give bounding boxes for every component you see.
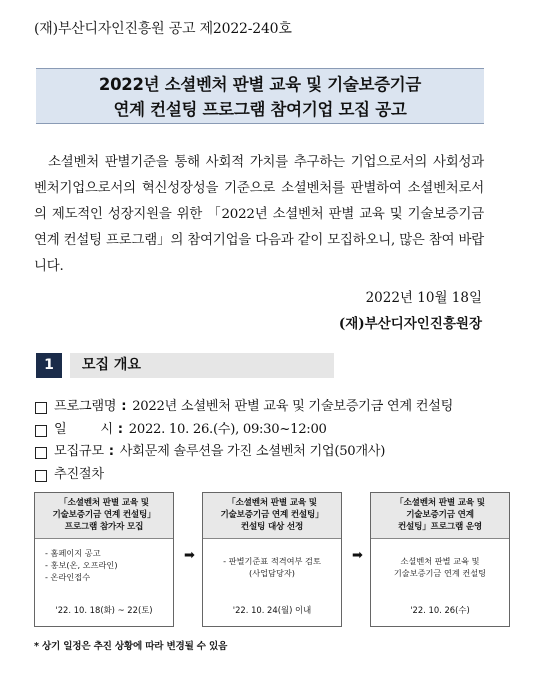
title-line-1: 2022년 소셜벤처 판별 교육 및 기술보증기금: [98, 75, 422, 94]
announcement-title: [36, 68, 484, 124]
intro-line-3: 소셜벤처로서의 제도적인 성장지원을 위한 「2022년 소셜벤처 판별: [34, 181, 485, 222]
summary-value: 사회문제 솔루션을 가진 소셜벤처 기업(50개사): [119, 444, 386, 459]
flow-step-date: '22. 10. 18(화) ~ 22(토): [55, 605, 153, 615]
flow-step-operate: [370, 492, 510, 627]
summary-separator: :: [108, 444, 114, 459]
flow-step-title-line: 컨설팅」프로그램 운영: [397, 522, 483, 532]
summary-separator: :: [121, 399, 127, 414]
title-line-2: 연계 컨설팅 프로그램 참여기업 모집 공고: [113, 100, 407, 119]
flow-step-title-line: 컨설팅 대상 선정: [240, 522, 304, 532]
flow-step-title: [35, 493, 173, 539]
intro-line-4: 교육 및 기술보증기금 연계 컨설팅 프로그램」의 참여기업을 다음과 같이: [34, 207, 485, 248]
summary-label: 모집규모: [54, 444, 104, 459]
flow-step-title-line: 프로그램 참가자 모집: [64, 522, 144, 532]
right-arrow-icon: ➡: [352, 548, 363, 563]
flow-step-title-line: 기술보증기금 연계: [406, 510, 474, 520]
intro-line-2: 사회성과 벤처기업으로서의 혁신성장성을 기준으로 소셜벤처를 판별하여: [34, 155, 484, 196]
section-title: 모집 개요: [70, 353, 334, 378]
summary-label: 추진절차: [54, 466, 104, 482]
summary-label: 일 시: [54, 421, 113, 437]
summary-label: 프로그램명: [54, 399, 117, 414]
flow-step-body-line: - 온라인접수: [45, 572, 91, 582]
flow-step-recruit: [34, 492, 174, 627]
flow-step-title-line: 「소셜벤처 판별 교육 및: [395, 498, 485, 508]
checkbox-icon: [35, 470, 47, 482]
flow-step-body-line: 기술보증기금 연계 컨설팅: [393, 567, 487, 578]
issuer-signature: (재)부산디자인진흥원장: [338, 316, 482, 332]
intro-line-1: 소셜벤처 판별기준을 통해 사회적 가치를 추구하는 기업으로서의: [48, 155, 428, 170]
flow-step-date: '22. 10. 26(수): [410, 605, 470, 615]
summary-row-procedure: [34, 464, 504, 487]
summary-separator: :: [117, 421, 123, 437]
flow-step-title-line: 기술보증기금 연계 컨설팅」: [52, 510, 156, 520]
flow-step-select: [202, 492, 342, 627]
recruitment-summary: [34, 396, 504, 486]
document-number: (재)부산디자인진흥원 공고 제2022-240호: [34, 21, 292, 37]
flow-step-body: [371, 539, 509, 594]
intro-paragraph: [34, 150, 484, 280]
summary-row-datetime: [34, 419, 504, 442]
announcement-date: 2022년 10월 18일: [365, 290, 482, 306]
flow-step-title-line: 기술보증기금 연계 컨설팅」: [220, 510, 324, 520]
flow-step-body-line: 소셜벤처 판별 교육 및: [400, 555, 480, 566]
right-arrow-icon: ➡: [184, 548, 195, 563]
checkbox-icon: [35, 402, 47, 414]
flow-step-title-line: 「소셜벤처 판별 교육 및: [59, 498, 149, 508]
flow-step-date: '22. 10. 24(월) 이내: [232, 605, 312, 615]
flow-step-title-line: 「소셜벤처 판별 교육 및: [227, 498, 317, 508]
intro-line-5: 모집하오니, 많은 참여 바랍니다.: [34, 233, 484, 274]
flow-step-body: [203, 539, 341, 594]
summary-value: 2022. 10. 26.(수), 09:30~12:00: [128, 421, 327, 437]
flow-step-body-line: - 판별기준표 적격여부 검토: [223, 555, 321, 566]
procedure-flowchart: [34, 492, 510, 627]
schedule-footnote: * 상기 일정은 추진 상황에 따라 변경될 수 있음: [34, 641, 228, 652]
flow-step-title: [203, 493, 341, 539]
flow-step-body: [35, 539, 173, 594]
summary-row-scale: [34, 441, 504, 464]
checkbox-icon: [35, 425, 47, 437]
flow-step-body-line: - 홈페이지 공고: [45, 548, 101, 558]
checkbox-icon: [35, 447, 47, 459]
flow-step-body-line: - 홍보(온, 오프라인): [45, 560, 118, 570]
summary-row-program: [34, 396, 504, 419]
section-header-recruitment: [36, 353, 334, 378]
summary-value: 2022년 소셜벤처 판별 교육 및 기술보증기금 연계 컨설팅: [132, 399, 454, 414]
flow-step-title: [371, 493, 509, 539]
flow-step-body-line: (사업담당자): [249, 567, 295, 578]
section-number: 1: [36, 353, 62, 378]
